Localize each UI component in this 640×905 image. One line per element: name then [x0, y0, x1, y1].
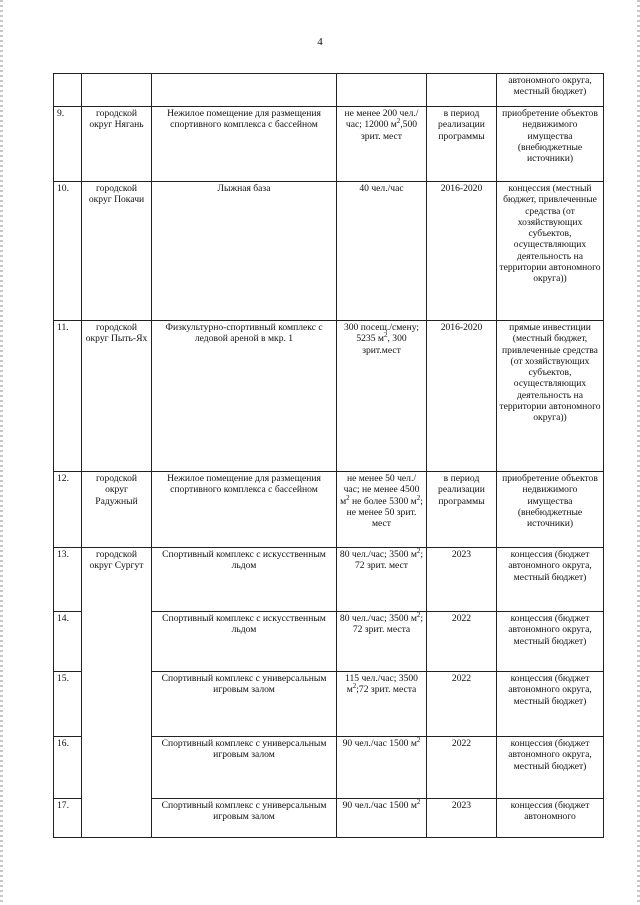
- row-number: 11.: [54, 321, 82, 472]
- territory-cell: [82, 74, 152, 107]
- funding-source-cell: автономного округа, местный бюджет): [497, 74, 604, 107]
- table-row: [54, 737, 604, 799]
- capacity-cell: не менее 50 чел./час; не менее 4500 $м^2$ не более 5300 $м^2$; не менее 50 зрит. мест: [337, 472, 427, 548]
- territory-cell: городской округ Сургут: [82, 548, 152, 612]
- territory-cell: городской округ Покачи: [82, 182, 152, 321]
- capacity-cell: [337, 74, 427, 107]
- territory-cell: [82, 799, 152, 838]
- funding-source-cell: концессия (бюджет автономного округа, местный бюджет): [497, 612, 604, 672]
- row-number: 13.: [54, 548, 82, 612]
- table-row: [54, 472, 604, 548]
- left-scan-edge: [0, 0, 3, 905]
- period-cell: 2016-2020: [427, 321, 497, 472]
- territory-cell: городской округ Нягань: [82, 107, 152, 182]
- object-cell: Спортивный комплекс с искусственным льдом: [152, 548, 337, 612]
- capacity-cell: 80 чел./час; 3500 $м^2$; 72 зрит. места: [337, 612, 427, 672]
- row-number: 17.: [54, 799, 82, 838]
- capacity-cell: не менее 200 чел./час; 12000 $м^2,500$ зрит. мест: [337, 107, 427, 182]
- period-cell: 2022: [427, 612, 497, 672]
- object-cell: Спортивный комплекс с универсальным игровым залом: [152, 799, 337, 838]
- object-cell: Физкультурно-спортивный комплекс с ледовой ареной в мкр. 1: [152, 321, 337, 472]
- territory-cell: городской округ Радужный: [82, 472, 152, 548]
- period-cell: 2016-2020: [427, 182, 497, 321]
- page-number: 4: [317, 36, 323, 48]
- funding-source-cell: концессия (бюджет автономного: [497, 799, 604, 838]
- table-row: [54, 799, 604, 838]
- period-cell: в период реализации программы: [427, 107, 497, 182]
- row-number: 15.: [54, 672, 82, 737]
- table-row: [54, 672, 604, 737]
- row-number: [54, 74, 82, 107]
- table-row: [54, 74, 604, 107]
- period-cell: 2022: [427, 672, 497, 737]
- row-number: 14.: [54, 612, 82, 672]
- period-cell: 2022: [427, 737, 497, 799]
- funding-source-cell: приобретение объектов недвижимого имущества (внебюджетные источники): [497, 107, 604, 182]
- table-row: [54, 548, 604, 612]
- table-row: [54, 182, 604, 321]
- capacity-cell: 300 посещ./смену; 5235 $м^2$, 300 зрит.мест: [337, 321, 427, 472]
- funding-source-cell: прямые инвестиции (местный бюджет, привлеченные средства (от хозяйствующих субъектов, осуществляющих деятельность на территории автономного округа)): [497, 321, 604, 472]
- territory-cell: [82, 737, 152, 799]
- funding-source-cell: концессия (бюджет автономного округа, местный бюджет): [497, 672, 604, 737]
- capacity-cell: 90 чел./час 1500 $м^2$: [337, 799, 427, 838]
- period-cell: 2023: [427, 799, 497, 838]
- row-number: 16.: [54, 737, 82, 799]
- object-cell: Спортивный комплекс с универсальным игровым залом: [152, 672, 337, 737]
- period-cell: [427, 74, 497, 107]
- capacity-cell: 40 чел./час: [337, 182, 427, 321]
- capacity-cell: 80 чел./час; 3500 $м^2$; 72 зрит. мест: [337, 548, 427, 612]
- territory-cell: [82, 612, 152, 672]
- funding-source-cell: концессия (местный бюджет, привлеченные средства (от хозяйствующих субъектов, осуществляющих деятельность на территории автономного округа)): [497, 182, 604, 321]
- row-number: 9.: [54, 107, 82, 182]
- table-row: [54, 612, 604, 672]
- funding-source-cell: концессия (бюджет автономного округа, местный бюджет): [497, 737, 604, 799]
- period-cell: 2023: [427, 548, 497, 612]
- period-cell: в период реализации программы: [427, 472, 497, 548]
- object-cell: Спортивный комплекс с искусственным льдом: [152, 612, 337, 672]
- object-cell: Лыжная база: [152, 182, 337, 321]
- funding-source-cell: приобретение объектов недвижимого имущества (внебюджетные источники): [497, 472, 604, 548]
- territory-cell: [82, 672, 152, 737]
- capacity-cell: 90 чел./час 1500 $м^2$: [337, 737, 427, 799]
- table-row: [54, 321, 604, 472]
- row-number: 10.: [54, 182, 82, 321]
- table-row: [54, 107, 604, 182]
- object-cell: Нежилое помещение для размещения спортивного комплекса с бассейном: [152, 472, 337, 548]
- territory-cell: городской округ Пыть-Ях: [82, 321, 152, 472]
- object-cell: Спортивный комплекс с универсальным игровым залом: [152, 737, 337, 799]
- row-number: 12.: [54, 472, 82, 548]
- object-cell: Нежилое помещение для размещения спортивного комплекса с бассейном: [152, 107, 337, 182]
- objects-table: [53, 73, 604, 838]
- object-cell: [152, 74, 337, 107]
- funding-source-cell: концессия (бюджет автономного округа, местный бюджет): [497, 548, 604, 612]
- capacity-cell: 115 чел./час; 3500 $м^2;72$ зрит. места: [337, 672, 427, 737]
